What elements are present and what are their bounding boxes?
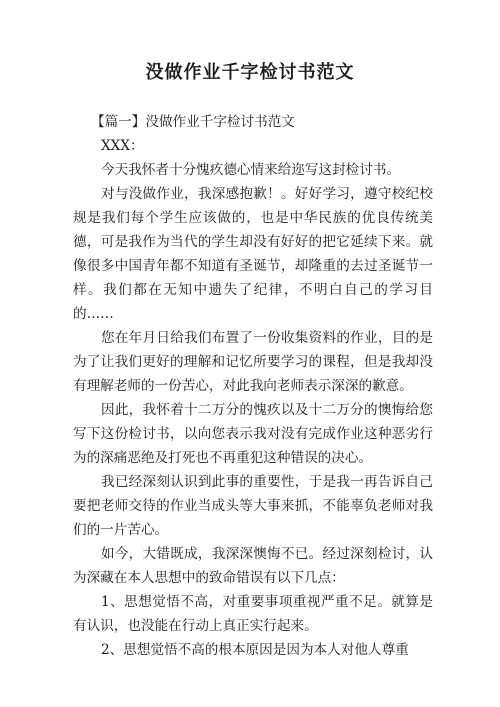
- paragraph-2: 对与没做作业，我深感抱歉！。好好学习，遵守校纪校规是我们每个学生应该做的，也是中华民族的优良传统美德，可是我作为当代的学生却没有好好的把它延续下来。就像很多中国青年都不知道有圣诞节，却隆重的去过圣诞节一样。我们都在无知中遗失了纪律，不明白自己的学习目的……: [73, 186, 433, 322]
- paragraph-6: 如今，大错既成，我深深懊悔不已。经过深刻检讨，认为深藏在本人思想中的致命错误有以下几点：: [73, 546, 433, 586]
- document-title: 没做作业千字检讨书范文: [145, 62, 355, 83]
- paragraph-8: 2、思想觉悟不高的根本原因是因为本人对他人尊重: [101, 642, 409, 658]
- section-heading: 【篇一】没做作业千字检讨书范文: [91, 114, 295, 130]
- paragraph-4: 因此，我怀着十二万分的愧疚以及十二万分的懊悔给您写下这份检讨书，以向您表示我对没有完成作业这种恶劣行为的深痛恶绝及打死也不再重犯这种错误的决心。: [73, 402, 433, 466]
- document-body: [73, 110, 433, 662]
- salutation: XXX：: [101, 138, 144, 154]
- paragraph-7: 1、思想觉悟不高，对重要事项重视严重不足。就算是有认识，也没能在行动上真正实行起来。: [73, 594, 433, 634]
- paragraph-5: 我已经深刻认识到此事的重要性，于是我一再告诉自己要把老师交待的作业当成头等大事来抓，不能辜负老师对我们的一片苦心。: [73, 474, 433, 538]
- paragraph-3: 您在年月日给我们布置了一份收集资料的作业，目的是为了让我们更好的理解和记忆所要学习的课程，但是我却没有理解老师的一份苦心，对此我向老师表示深深的歉意。: [73, 330, 433, 394]
- paragraph-1: 今天我怀者十分愧疚德心情来给迩写这封检讨书。: [101, 162, 401, 178]
